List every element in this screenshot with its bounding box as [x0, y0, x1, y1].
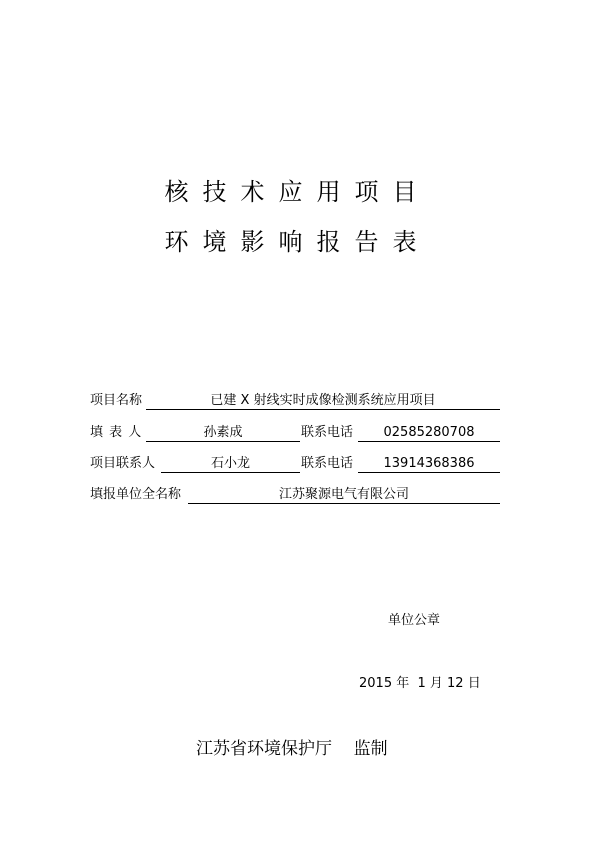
project-contact-value: 石小龙	[161, 455, 300, 473]
preparer-row	[90, 424, 500, 444]
preparer-phone-value: 02585280708	[358, 424, 500, 442]
contact-phone-value: 13914368386	[358, 455, 500, 473]
unit-name-label: 填报单位全名称	[90, 487, 182, 502]
unit-name-row	[90, 486, 500, 506]
supervisor-line: 江苏省环境保护厅 监制	[196, 739, 388, 759]
preparer-phone-label: 联系电话	[301, 425, 354, 440]
project-contact-row	[90, 455, 500, 475]
document-date: 2015 年 1 月 12 日	[359, 676, 481, 691]
preparer-label: 填 表 人	[90, 425, 143, 440]
project-name-label: 项目名称	[90, 393, 143, 408]
unit-name-value: 江苏聚源电气有限公司	[188, 486, 500, 504]
document-title-line1: 核技术应用项目	[164, 178, 431, 206]
project-name-value: 已建 X 射线实时成像检测系统应用项目	[146, 392, 500, 410]
project-contact-label: 项目联系人	[90, 456, 156, 471]
project-name-row	[90, 392, 500, 412]
preparer-value: 孙素成	[146, 424, 300, 442]
document-title-line2: 环境影响报告表	[164, 228, 431, 256]
contact-phone-label: 联系电话	[301, 456, 354, 471]
unit-seal-label: 单位公章	[388, 613, 441, 628]
